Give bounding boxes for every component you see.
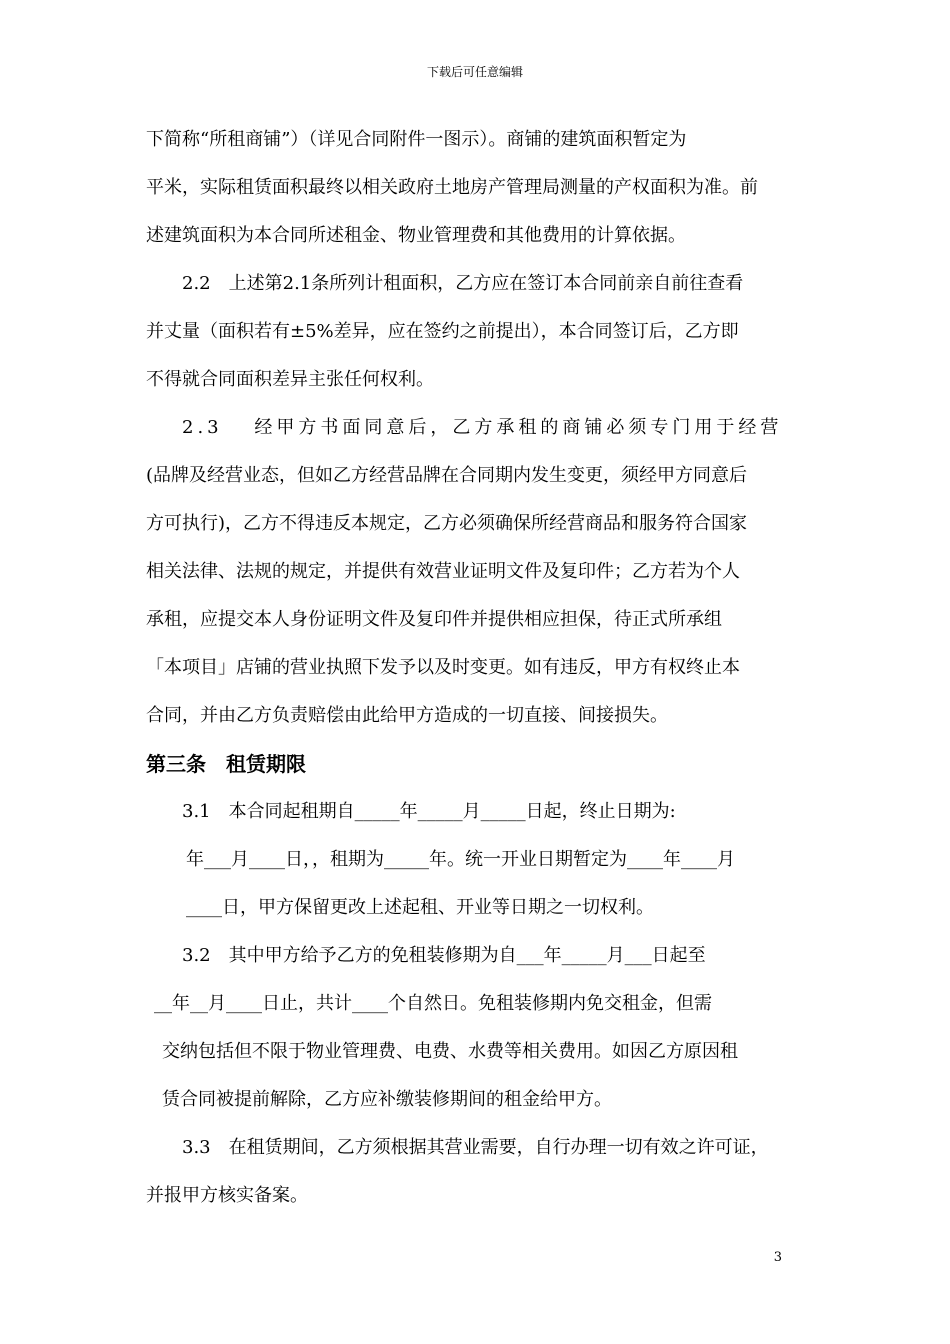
clause-3-2: 3.2 其中甲方给予乙方的免租装修期为自___年_____月___日起至 (182, 945, 706, 966)
text-line: 述建筑面积为本合同所述租金、物业管理费和其他费用的计算依据。 (146, 225, 686, 246)
clause-3-1: 3.1 本合同起租期自_____年_____月_____日起，终止日期为: (182, 801, 676, 822)
clause-2-2: 2.2 上述第2.1条所列计租面积，乙方应在签订本合同前亲自前往查看 (182, 273, 744, 294)
text-line: 相关法律、法规的规定，并提供有效营业证明文件及复印件；乙方若为个人 (146, 561, 740, 582)
text-line: 下简称“所租商铺”）（详见合同附件一图示）。商铺的建筑面积暂定为 (146, 129, 687, 150)
text-line: 「本项目」店铺的营业执照下发予以及时变更。如有违反，甲方有权终止本 (146, 657, 740, 678)
text-line: 平米，实际租赁面积最终以相关政府土地房产管理局测量的产权面积为准。前 (146, 177, 758, 198)
page-number: 3 (773, 1250, 782, 1265)
text-line: 方可执行)，乙方不得违反本规定，乙方必须确保所经营商品和服务符合国家 (146, 513, 748, 534)
text-line: 赁合同被提前解除，乙方应补缴装修期间的租金给甲方。 (162, 1089, 612, 1110)
section-heading: 第三条 租赁期限 (146, 752, 306, 776)
clause-2-3: 2.3 经甲方书面同意后，乙方承租的商铺必须专门用于经营 (182, 417, 783, 438)
document-body (146, 116, 811, 1220)
text-line: 不得就合同面积差异主张任何权利。 (146, 369, 434, 390)
clause-3-3: 3.3 在租赁期间，乙方须根据其营业需要，自行办理一切有效之许可证， (182, 1137, 769, 1158)
text-line: 并报甲方核实备案。 (146, 1185, 308, 1206)
text-line: 交纳包括但不限于物业管理费、电费、水费等相关费用。如因乙方原因租 (162, 1041, 738, 1062)
page-header: 下载后可任意编辑 (426, 65, 523, 79)
text-line: 合同，并由乙方负责赔偿由此给甲方造成的一切直接、间接损失。 (146, 705, 668, 726)
text-line: 年___月____日，，租期为_____年。统一开业日期暂定为____年____月 (186, 849, 735, 870)
text-line: 承租，应提交本人身份证明文件及复印件并提供相应担保，待正式所承组 (146, 609, 722, 630)
text-line: (品牌及经营业态，但如乙方经营品牌在合同期内发生变更，须经甲方同意后 (146, 465, 748, 486)
text-line: __年__月____日止，共计____个自然日。免租装修期内免交租金，但需 (154, 993, 712, 1014)
text-line: ____日，甲方保留更改上述起租、开业等日期之一切权利。 (186, 897, 654, 918)
text-line: 并丈量（面积若有±5%差异，应在签约之前提出），本合同签订后，乙方即 (146, 321, 739, 342)
